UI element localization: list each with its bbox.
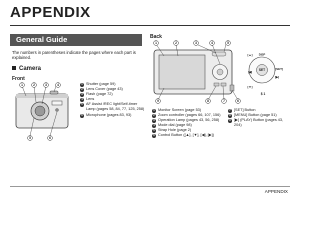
- front-parts-list: [80, 82, 146, 118]
- svg-text:8: 8: [207, 99, 209, 104]
- svg-text:4: 4: [211, 41, 213, 46]
- svg-text:1: 1: [21, 83, 23, 88]
- page-title: APPENDIX: [10, 4, 91, 21]
- svg-text:7: 7: [223, 99, 225, 104]
- camera-heading-text: Camera: [19, 66, 42, 72]
- svg-text:3: 3: [45, 83, 47, 88]
- svg-text:4: 4: [57, 83, 59, 88]
- down-label: [▼]: [247, 85, 253, 89]
- flash-mark-label: $ 1: [260, 92, 266, 96]
- list-item: 4 Lens: [81, 97, 95, 102]
- back-camera-illustration: [150, 40, 285, 104]
- set-bracket-label: [SET]: [275, 67, 283, 71]
- back-parts-list-right: [228, 108, 290, 128]
- svg-text:9: 9: [157, 99, 159, 104]
- flash-icon: [52, 101, 62, 105]
- list-item: 9 [▶] (PLAY) Button (pages 43, 204): [229, 118, 284, 128]
- set-label: SET: [258, 68, 266, 73]
- page-footer: APPENDIX: [264, 189, 288, 194]
- svg-text:3: 3: [195, 41, 197, 46]
- square-bullet-icon: [12, 66, 16, 70]
- front-camera-illustration: [12, 82, 72, 142]
- list-item: 3 Operation Lamp (pages 43, 56, 258): [153, 118, 220, 123]
- monitor-screen: [159, 55, 205, 89]
- list-item: 7 [SET] Button: [229, 108, 256, 112]
- back-parts-list-left: [152, 108, 224, 139]
- list-item: 6 Control Button ([▲], [▼], [◀], [▶]): [153, 133, 214, 138]
- disp-label: DISP: [258, 52, 266, 57]
- svg-text:1: 1: [155, 41, 157, 46]
- camera-heading: [12, 66, 41, 72]
- back-label: Back: [150, 34, 162, 40]
- list-item: 2 Zoom controller (pages 66, 107, 156): [153, 113, 221, 118]
- intro-text: The numbers in parentheses indicate the pages where each part is explained.: [12, 50, 136, 61]
- svg-text:6: 6: [237, 99, 239, 104]
- list-item: 6 Microphone (pages 83, 93): [81, 112, 132, 117]
- list-item: 5 AF Assist /REC light/Self-timer Lamp (pages 58, 84, 77, 125, 258): [81, 102, 145, 112]
- right-label: [▶]: [274, 75, 280, 79]
- svg-text:6: 6: [49, 136, 51, 141]
- svg-text:5: 5: [227, 41, 229, 46]
- svg-text:2: 2: [175, 41, 177, 46]
- svg-text:5: 5: [29, 136, 31, 141]
- list-item: 3 Flash (page 72): [81, 92, 113, 97]
- footer-rule: [10, 186, 290, 187]
- list-item: 8 [MENU] Button (page 51): [229, 113, 277, 118]
- list-item: 1 Monitor Screen (page 53): [153, 108, 202, 112]
- list-item: 4 Mode dial (page 98): [153, 123, 192, 128]
- list-item: 5 Strap Hole (page 2): [153, 128, 192, 133]
- front-label: Front: [12, 76, 25, 82]
- up-label: [▲]: [247, 53, 253, 57]
- svg-text:2: 2: [33, 83, 35, 88]
- list-item: 2 Lens Cover (page 43): [81, 87, 123, 92]
- lamp-icon: [56, 109, 59, 112]
- section-banner: General Guide: [10, 34, 142, 46]
- list-item: 1 Shutter (page 59): [81, 82, 116, 86]
- title-rule: [10, 25, 290, 26]
- left-label: [◀]: [247, 70, 253, 74]
